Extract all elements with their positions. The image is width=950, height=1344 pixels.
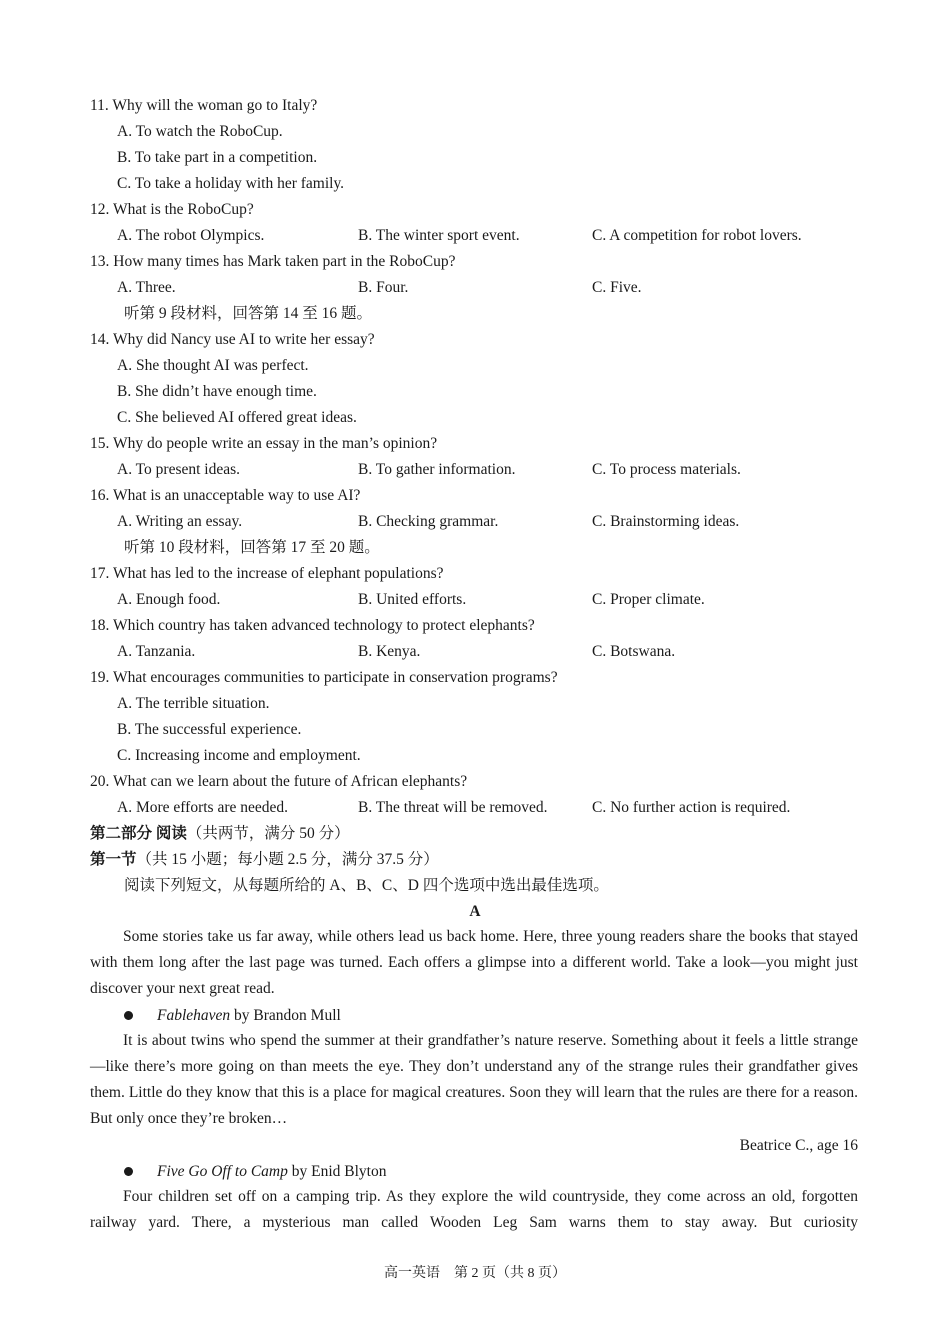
question-12: 12. What is the RoboCup? (90, 201, 254, 218)
section1-title: 第一节 (90, 851, 137, 868)
q13-option-b: B. Four. (358, 279, 409, 296)
q12-option-b: B. The winter sport event. (358, 227, 520, 244)
book1-title: Fablehaven (157, 1007, 231, 1024)
q18-option-b: B. Kenya. (358, 643, 421, 660)
question-20: 20. What can we learn about the future of African elephants? (90, 773, 468, 790)
passage-intro-text: Some stories take us far away, while others lead us back home. Here, three young readers share the books that stayed with them long after the last page was turned. Each offers a glimpse into a different world. Take a look—you might just discover your next great read. (90, 928, 858, 997)
q14-option-c: C. She believed AI offered great ideas. (117, 409, 357, 426)
q18-option-a: A. Tanzania. (117, 643, 196, 660)
q20-option-b: B. The threat will be removed. (358, 799, 548, 816)
bullet-icon (124, 1011, 133, 1020)
book2-title: Five Go Off to Camp (157, 1163, 288, 1180)
q11-option-b: B. To take part in a competition. (117, 149, 318, 166)
q14-option-b: B. She didn’t have enough time. (117, 383, 317, 400)
question-11: 11. Why will the woman go to Italy? (90, 97, 318, 114)
q18-option-c: C. Botswana. (592, 643, 676, 660)
book2-author: by Enid Blyton (287, 1163, 387, 1180)
q20-option-c: C. No further action is required. (592, 799, 791, 816)
question-19: 19. What encourages communities to participate in conservation programs? (90, 669, 558, 686)
book1-author: by Brandon Mull (230, 1007, 341, 1024)
question-18: 18. Which country has taken advanced technology to protect elephants? (90, 617, 535, 634)
part2-title-note: （共两节，满分 50 分） (186, 825, 350, 842)
instruction-segment-10: 听第 10 段材料，回答第 17 至 20 题。 (124, 539, 380, 556)
bullet-icon (124, 1167, 133, 1176)
book1-reviewer: Beatrice C., age 16 (739, 1137, 858, 1154)
q16-option-c: C. Brainstorming ideas. (592, 513, 740, 530)
q17-option-a: A. Enough food. (117, 591, 221, 608)
book1-text: It is about twins who spend the summer at their grandfather’s nature reserve. Something about it feels a little strange—like there’s more going on than meets the eye. They don’t understand any of the strange rules their grandfather gives them. Little do they know that this is a place for magical creatures. Soon they will learn that the rules are there for a reason. But only once they’re broken… (90, 1032, 858, 1127)
q20-option-a: A. More efforts are needed. (117, 799, 288, 816)
q17-option-c: C. Proper climate. (592, 591, 705, 608)
question-17: 17. What has led to the increase of elephant populations? (90, 565, 444, 582)
section1-note: （共 15 小题；每小题 2.5 分，满分 37.5 分） (136, 851, 439, 868)
part2-heading (90, 824, 350, 844)
q19-option-a: A. The terrible situation. (117, 695, 270, 712)
section1-heading (90, 850, 439, 870)
q14-option-a: A. She thought AI was perfect. (117, 357, 309, 374)
q11-option-c: C. To take a holiday with her family. (117, 175, 345, 192)
question-13: 13. How many times has Mark taken part in the RoboCup? (90, 253, 456, 270)
q19-option-c: C. Increasing income and employment. (117, 747, 361, 764)
passage-label: A (469, 903, 481, 920)
q13-option-a: A. Three. (117, 279, 176, 296)
q15-option-a: A. To present ideas. (117, 461, 241, 478)
q15-option-c: C. To process materials. (592, 461, 741, 478)
q12-option-c: C. A competition for robot lovers. (592, 227, 802, 244)
book2-heading (124, 1162, 386, 1182)
q13-option-c: C. Five. (592, 279, 642, 296)
part2-title: 第二部分 阅读 (90, 825, 187, 842)
q16-option-b: B. Checking grammar. (358, 513, 499, 530)
book2-text: Four children set off on a camping trip. As they explore the wild countryside, they come across an old, forgotten railway yard. There, a mysterious man called Wooden Leg Sam warns them to stay away. But curiosity (90, 1188, 858, 1231)
page-footer: 高一英语 第 2 页（共 8 页） (384, 1266, 566, 1281)
book1-description (90, 1028, 858, 1132)
q19-option-b: B. The successful experience. (117, 721, 302, 738)
book1-heading (124, 1006, 341, 1026)
book2-description (90, 1184, 858, 1236)
q12-option-a: A. The robot Olympics. (117, 227, 265, 244)
question-16: 16. What is an unacceptable way to use AI? (90, 487, 361, 504)
q17-option-b: B. United efforts. (358, 591, 467, 608)
question-15: 15. Why do people write an essay in the man’s opinion? (90, 435, 438, 452)
q16-option-a: A. Writing an essay. (117, 513, 243, 530)
passage-intro (90, 924, 858, 1002)
q11-option-a: A. To watch the RoboCup. (117, 123, 283, 140)
q15-option-b: B. To gather information. (358, 461, 516, 478)
reading-directions: 阅读下列短文，从每题所给的 A、B、C、D 四个选项中选出最佳选项。 (124, 877, 609, 894)
instruction-segment-9: 听第 9 段材料，回答第 14 至 16 题。 (124, 305, 373, 322)
question-14: 14. Why did Nancy use AI to write her essay? (90, 331, 375, 348)
